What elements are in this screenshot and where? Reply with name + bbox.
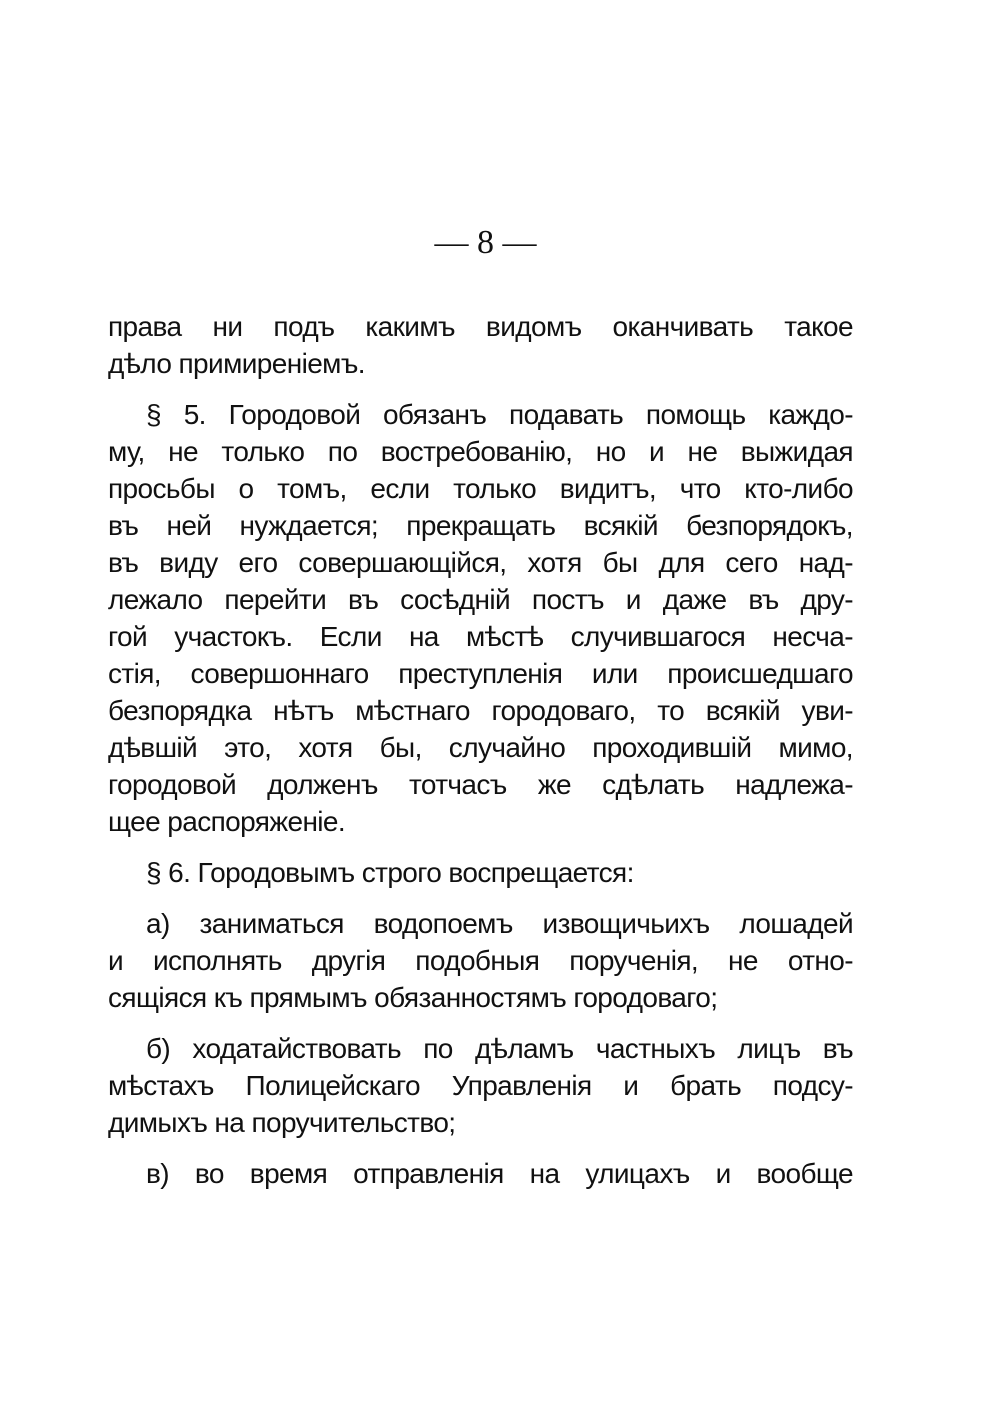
text-line: безпорядка нѣтъ мѣстнаго городоваго, то всякій уви-	[108, 695, 853, 726]
paragraph-item-b	[108, 1030, 853, 1141]
text-line: § 6. Городовымъ строго воспрещается:	[146, 857, 634, 888]
text-line: а) заниматься водопоемъ извощичьихъ лошадей	[146, 908, 853, 939]
text-line: гой участокъ. Если на мѣстѣ случившагося несча-	[108, 621, 853, 652]
paragraph-section-5	[108, 396, 853, 840]
page-number: — 8 —	[434, 224, 537, 261]
text-line: просьбы о томъ, если только видитъ, что кто-либо	[108, 473, 853, 504]
text-line: дѣвшій это, хотя бы, случайно проходившій мимо,	[108, 732, 853, 763]
text-line: димыхъ на поручительство;	[108, 1107, 456, 1138]
paragraph-item-a	[108, 905, 853, 1016]
text-line: му, не только по востребованію, но и не выжидая	[108, 436, 853, 467]
text-line: лежало перейти въ сосѣдній постъ и даже въ дру-	[108, 584, 853, 615]
text-line: въ ней нуждается; прекращать всякій безпорядокъ,	[108, 510, 853, 541]
paragraph-continuation	[108, 308, 853, 382]
book-page	[108, 218, 853, 1206]
text-line: стія, совершоннаго преступленія или происшедшаго	[108, 658, 853, 689]
text-line: б) ходатайствовать по дѣламъ частныхъ лицъ въ	[146, 1033, 853, 1064]
text-line: права ни подъ какимъ видомъ оканчивать такое	[108, 311, 853, 342]
text-line: щее распоряженіе.	[108, 806, 346, 837]
text-line: сящіяся къ прямымъ обязанностямъ городоваго;	[108, 982, 718, 1013]
text-line: и исполнять другія подобныя порученія, не отно-	[108, 945, 853, 976]
paragraph-item-v	[108, 1155, 853, 1192]
text-line: § 5. Городовой обязанъ подавать помощь каждо-	[146, 399, 853, 430]
text-line: городовой долженъ тотчасъ же сдѣлать надлежа-	[108, 769, 853, 800]
paragraph-section-6	[108, 854, 853, 891]
text-line: в) во время отправленія на улицахъ и вообще	[146, 1158, 853, 1189]
text-line: дѣло примиреніемъ.	[108, 348, 365, 379]
text-line: въ виду его совершающійся, хотя бы для сего над-	[108, 547, 853, 578]
text-line: мѣстахъ Полицейскаго Управленія и брать подсу-	[108, 1070, 853, 1101]
